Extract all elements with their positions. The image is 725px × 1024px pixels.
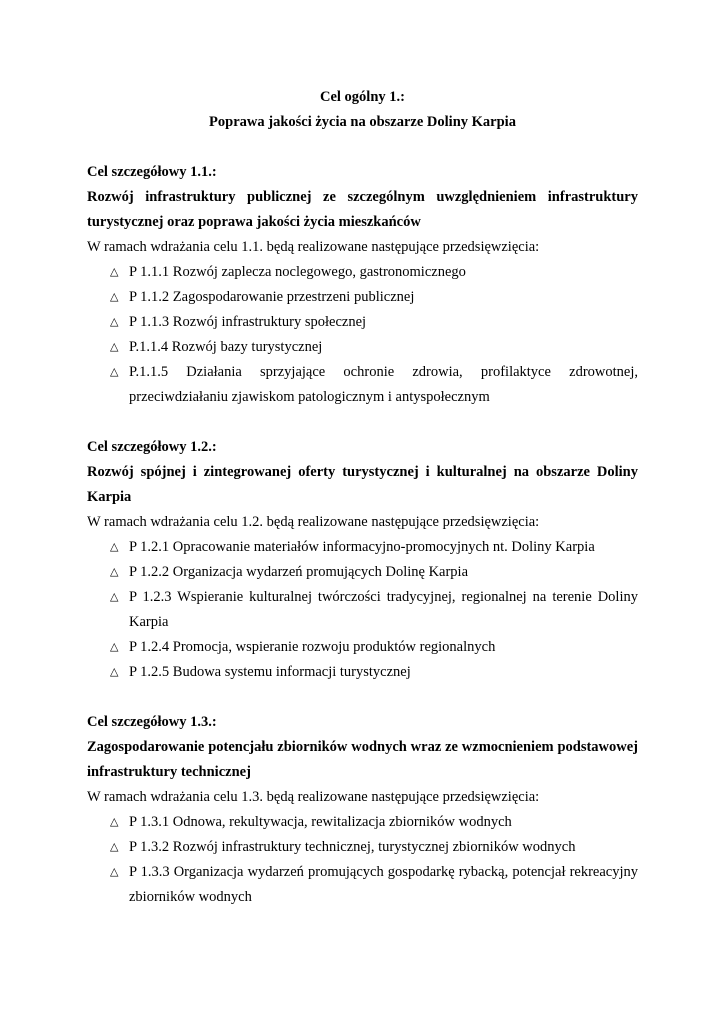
spacer xyxy=(87,135,638,160)
list-item xyxy=(87,585,638,635)
bullet-icon: △ xyxy=(110,541,119,553)
list-item xyxy=(87,310,638,335)
list-item xyxy=(87,560,638,585)
bullet-icon: △ xyxy=(110,816,119,828)
section-1-3 xyxy=(87,710,638,910)
list-item xyxy=(87,835,638,860)
list-item-text: P 1.1.2 Zagospodarowanie przestrzeni publicznej xyxy=(129,289,415,305)
list-item xyxy=(87,535,638,560)
list-item xyxy=(87,285,638,310)
bullet-icon: △ xyxy=(110,566,119,578)
bullet-icon: △ xyxy=(110,266,119,278)
section-1-2 xyxy=(87,435,638,685)
list-item-text: P 1.3.1 Odnowa, rekultywacja, rewitalizacja zbiorników wodnych xyxy=(129,814,512,830)
section-intro: W ramach wdrażania celu 1.1. będą realizowane następujące przedsięwzięcia: xyxy=(87,239,540,255)
list-item-text: P 1.3.2 Rozwój infrastruktury technicznej, turystycznej zbiorników wodnych xyxy=(129,839,576,855)
list-item xyxy=(87,810,638,835)
bullet-icon: △ xyxy=(110,316,119,328)
project-list xyxy=(87,535,638,685)
spacer xyxy=(87,410,638,435)
bullet-icon: △ xyxy=(110,841,119,853)
bullet-icon: △ xyxy=(110,866,119,878)
list-item-text: P 1.2.2 Organizacja wydarzeń promujących Dolinę Karpia xyxy=(129,564,469,580)
goal-subtitle: Poprawa jakości życia na obszarze Doliny Karpia xyxy=(209,114,516,130)
list-item xyxy=(87,860,638,910)
list-item-text: P 1.2.1 Opracowanie materiałów informacyjno-promocyjnych nt. Doliny Karpia xyxy=(129,539,595,555)
list-item-text: P 1.1.1 Rozwój zaplecza noclegowego, gastronomicznego xyxy=(129,264,466,280)
list-item-text: P.1.1.5 Działania sprzyjające ochronie zdrowia, profilaktyce zdrowotnej, przeciwdziałaniu zjawiskom patologicznym i antyspołecznym xyxy=(129,364,638,405)
section-1-1 xyxy=(87,160,638,410)
section-title: Rozwój spójnej i zintegrowanej oferty turystycznej i kulturalnej na obszarze Doliny Karpia xyxy=(87,464,638,505)
goal-title: Cel ogólny 1.: xyxy=(320,89,405,105)
list-item-text: P 1.2.4 Promocja, wspieranie rozwoju produktów regionalnych xyxy=(129,639,496,655)
bullet-icon: △ xyxy=(110,341,119,353)
list-item-text: P 1.2.3 Wspieranie kulturalnej twórczości tradycyjnej, regionalnej na terenie Doliny Karpia xyxy=(129,589,638,630)
list-item xyxy=(87,260,638,285)
spacer xyxy=(87,685,638,710)
project-list xyxy=(87,810,638,910)
section-heading: Cel szczegółowy 1.3.: xyxy=(87,714,217,730)
list-item-text: P 1.1.3 Rozwój infrastruktury społecznej xyxy=(129,314,367,330)
section-intro: W ramach wdrażania celu 1.3. będą realizowane następujące przedsięwzięcia: xyxy=(87,789,540,805)
list-item xyxy=(87,660,638,685)
list-item xyxy=(87,335,638,360)
bullet-icon: △ xyxy=(110,666,119,678)
section-title: Rozwój infrastruktury publicznej ze szczególnym uwzględnieniem infrastruktury turystycznej oraz poprawa jakości życia mieszkańców xyxy=(87,189,638,230)
bullet-icon: △ xyxy=(110,591,119,603)
bullet-icon: △ xyxy=(110,291,119,303)
section-intro: W ramach wdrażania celu 1.2. będą realizowane następujące przedsięwzięcia: xyxy=(87,514,540,530)
section-title: Zagospodarowanie potencjału zbiorników wodnych wraz ze wzmocnieniem podstawowej infrastruktury technicznej xyxy=(87,739,638,780)
list-item-text: P 1.3.3 Organizacja wydarzeń promujących gospodarkę rybacką, potencjał rekreacyjny zbiorników wodnych xyxy=(129,864,638,905)
project-list xyxy=(87,260,638,410)
bullet-icon: △ xyxy=(110,641,119,653)
list-item xyxy=(87,360,638,410)
list-item-text: P 1.2.5 Budowa systemu informacji turystycznej xyxy=(129,664,411,680)
document-page xyxy=(87,85,638,910)
list-item-text: P.1.1.4 Rozwój bazy turystycznej xyxy=(129,339,323,355)
bullet-icon: △ xyxy=(110,366,119,378)
list-item xyxy=(87,635,638,660)
section-heading: Cel szczegółowy 1.2.: xyxy=(87,439,217,455)
section-heading: Cel szczegółowy 1.1.: xyxy=(87,164,217,180)
